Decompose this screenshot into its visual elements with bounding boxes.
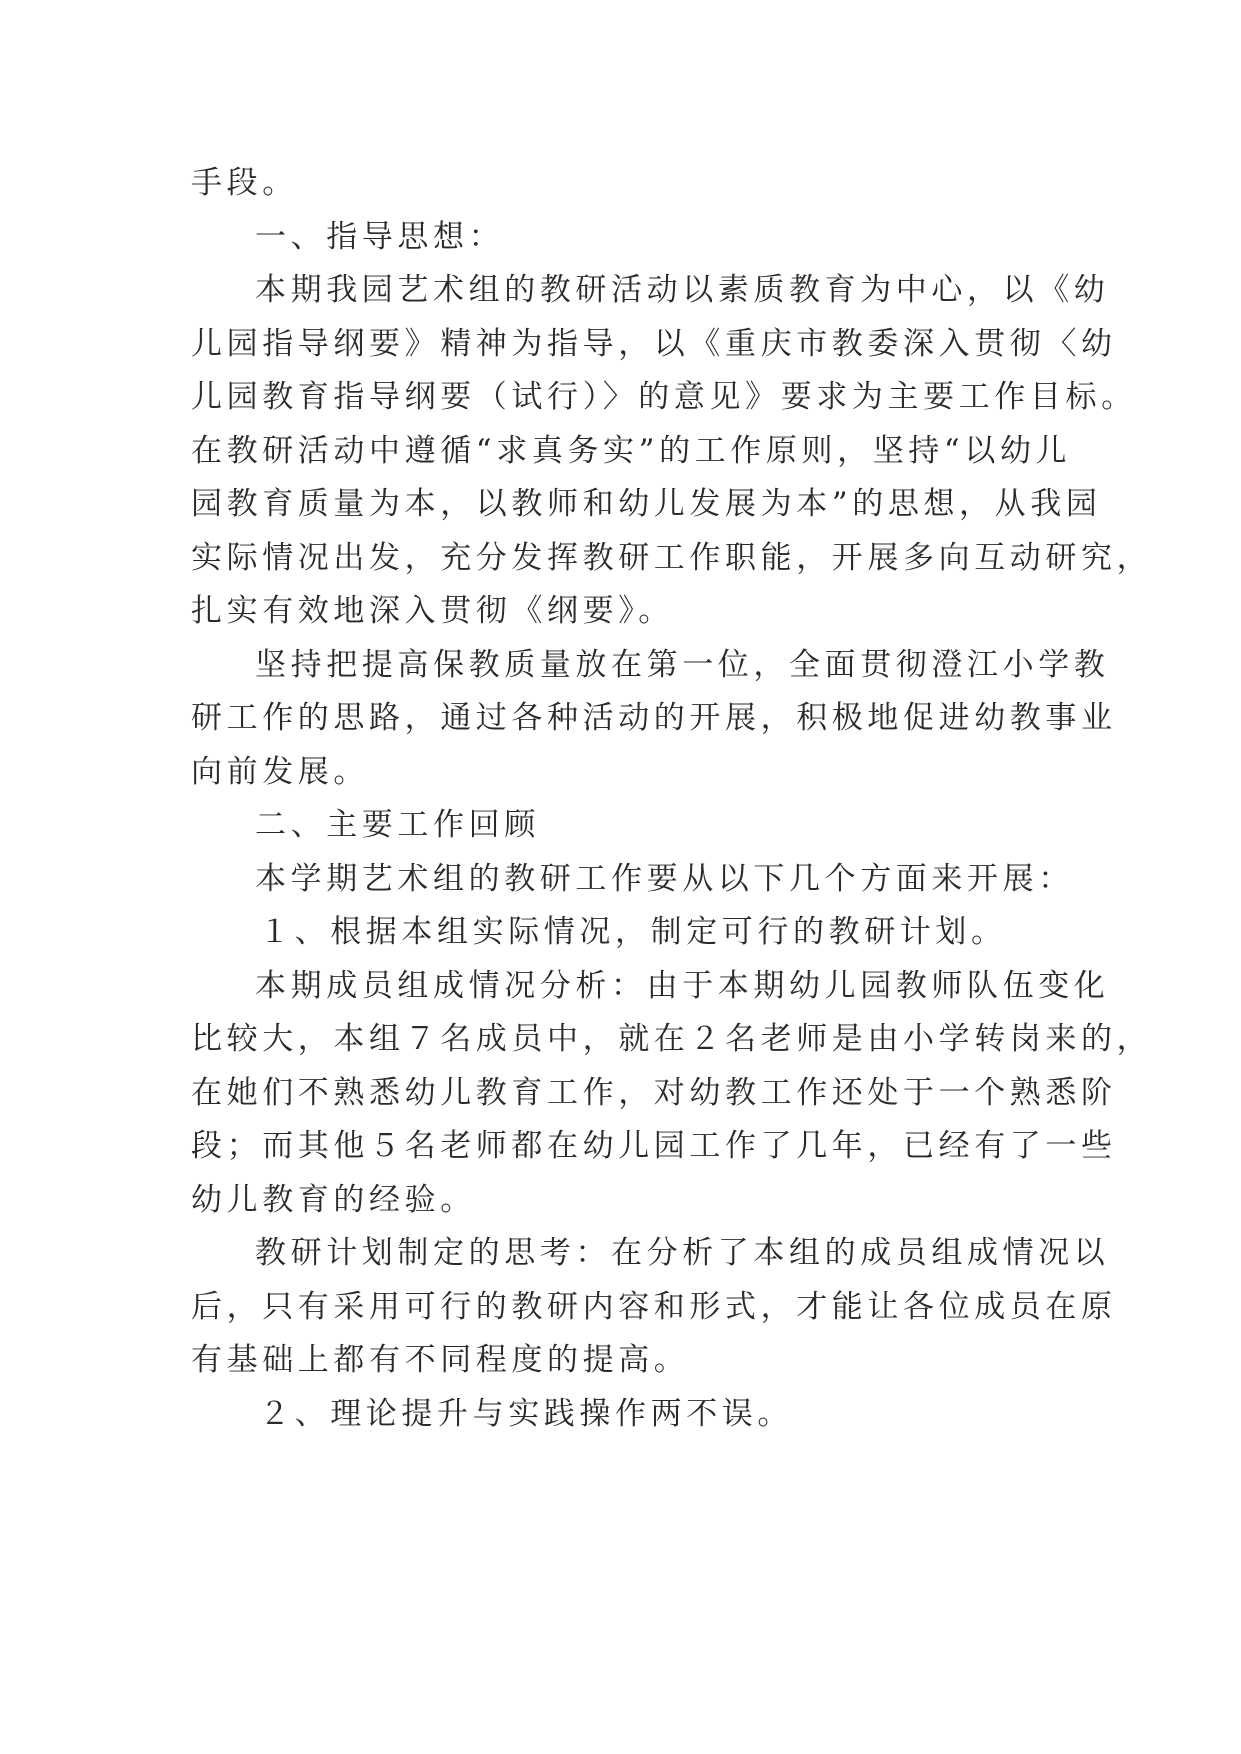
section-heading: 二、主要工作回顾 bbox=[255, 807, 540, 843]
text-line: 本期我园艺术组的教研活动以素质教育为中心，以《幼 bbox=[255, 272, 1110, 308]
numbered-item: １、根据本组实际情况，制定可行的教研计划。 bbox=[259, 914, 1007, 950]
text-line: 儿园教育指导纲要（试行）〉的意见》要求为主要工作目标。 bbox=[191, 379, 1137, 415]
section-heading: 一、指导思想： bbox=[255, 218, 505, 255]
text-line: 向前发展。 bbox=[191, 753, 369, 790]
text-line: 在教研活动中遵循“求真务实”的工作原则，坚持“以幼儿 bbox=[191, 432, 1072, 469]
text-line: 手段。 bbox=[191, 165, 298, 201]
text-line: 后，只有采用可行的教研内容和形式，才能让各位成员在原 bbox=[191, 1288, 1117, 1325]
text-line: 坚持把提高保教质量放在第一位，全面贯彻澄江小学教 bbox=[255, 646, 1110, 683]
text-line: 研工作的思路，通过各种活动的开展，积极地促进幼教事业 bbox=[191, 700, 1117, 736]
text-line: 扎实有效地深入贯彻《纲要》。 bbox=[191, 593, 674, 629]
text-line: 有基础上都有不同程度的提高。 bbox=[191, 1342, 690, 1378]
text-line: 园教育质量为本，以教师和幼儿发展为本”的思想，从我园 bbox=[191, 486, 1102, 522]
text-line: 实际情况出发，充分发挥教研工作职能，开展多向互动研究， bbox=[191, 539, 1153, 576]
text-line: 教研计划制定的思考：在分析了本组的成员组成情况以 bbox=[255, 1235, 1110, 1271]
text-line: 幼儿教育的经验。 bbox=[191, 1181, 476, 1218]
numbered-item: ２、理论提升与实践操作两不误。 bbox=[259, 1395, 793, 1432]
text-line: 本期成员组成情况分析：由于本期幼儿园教师队伍变化 bbox=[255, 967, 1110, 1004]
text-line: 在她们不熟悉幼儿教育工作，对幼教工作还处于一个熟悉阶 bbox=[191, 1074, 1117, 1111]
text-line: 本学期艺术组的教研工作要从以下几个方面来开展： bbox=[255, 860, 1074, 897]
text-line: 段；而其他５名老师都在幼儿园工作了几年，已经有了一些 bbox=[191, 1128, 1117, 1164]
text-line: 儿园指导纲要》精神为指导，以《重庆市教委深入贯彻〈幼 bbox=[191, 325, 1117, 362]
document-body bbox=[191, 157, 1153, 1441]
text-line: 比较大，本组７名成员中，就在２名老师是由小学转岗来的， bbox=[191, 1021, 1153, 1057]
